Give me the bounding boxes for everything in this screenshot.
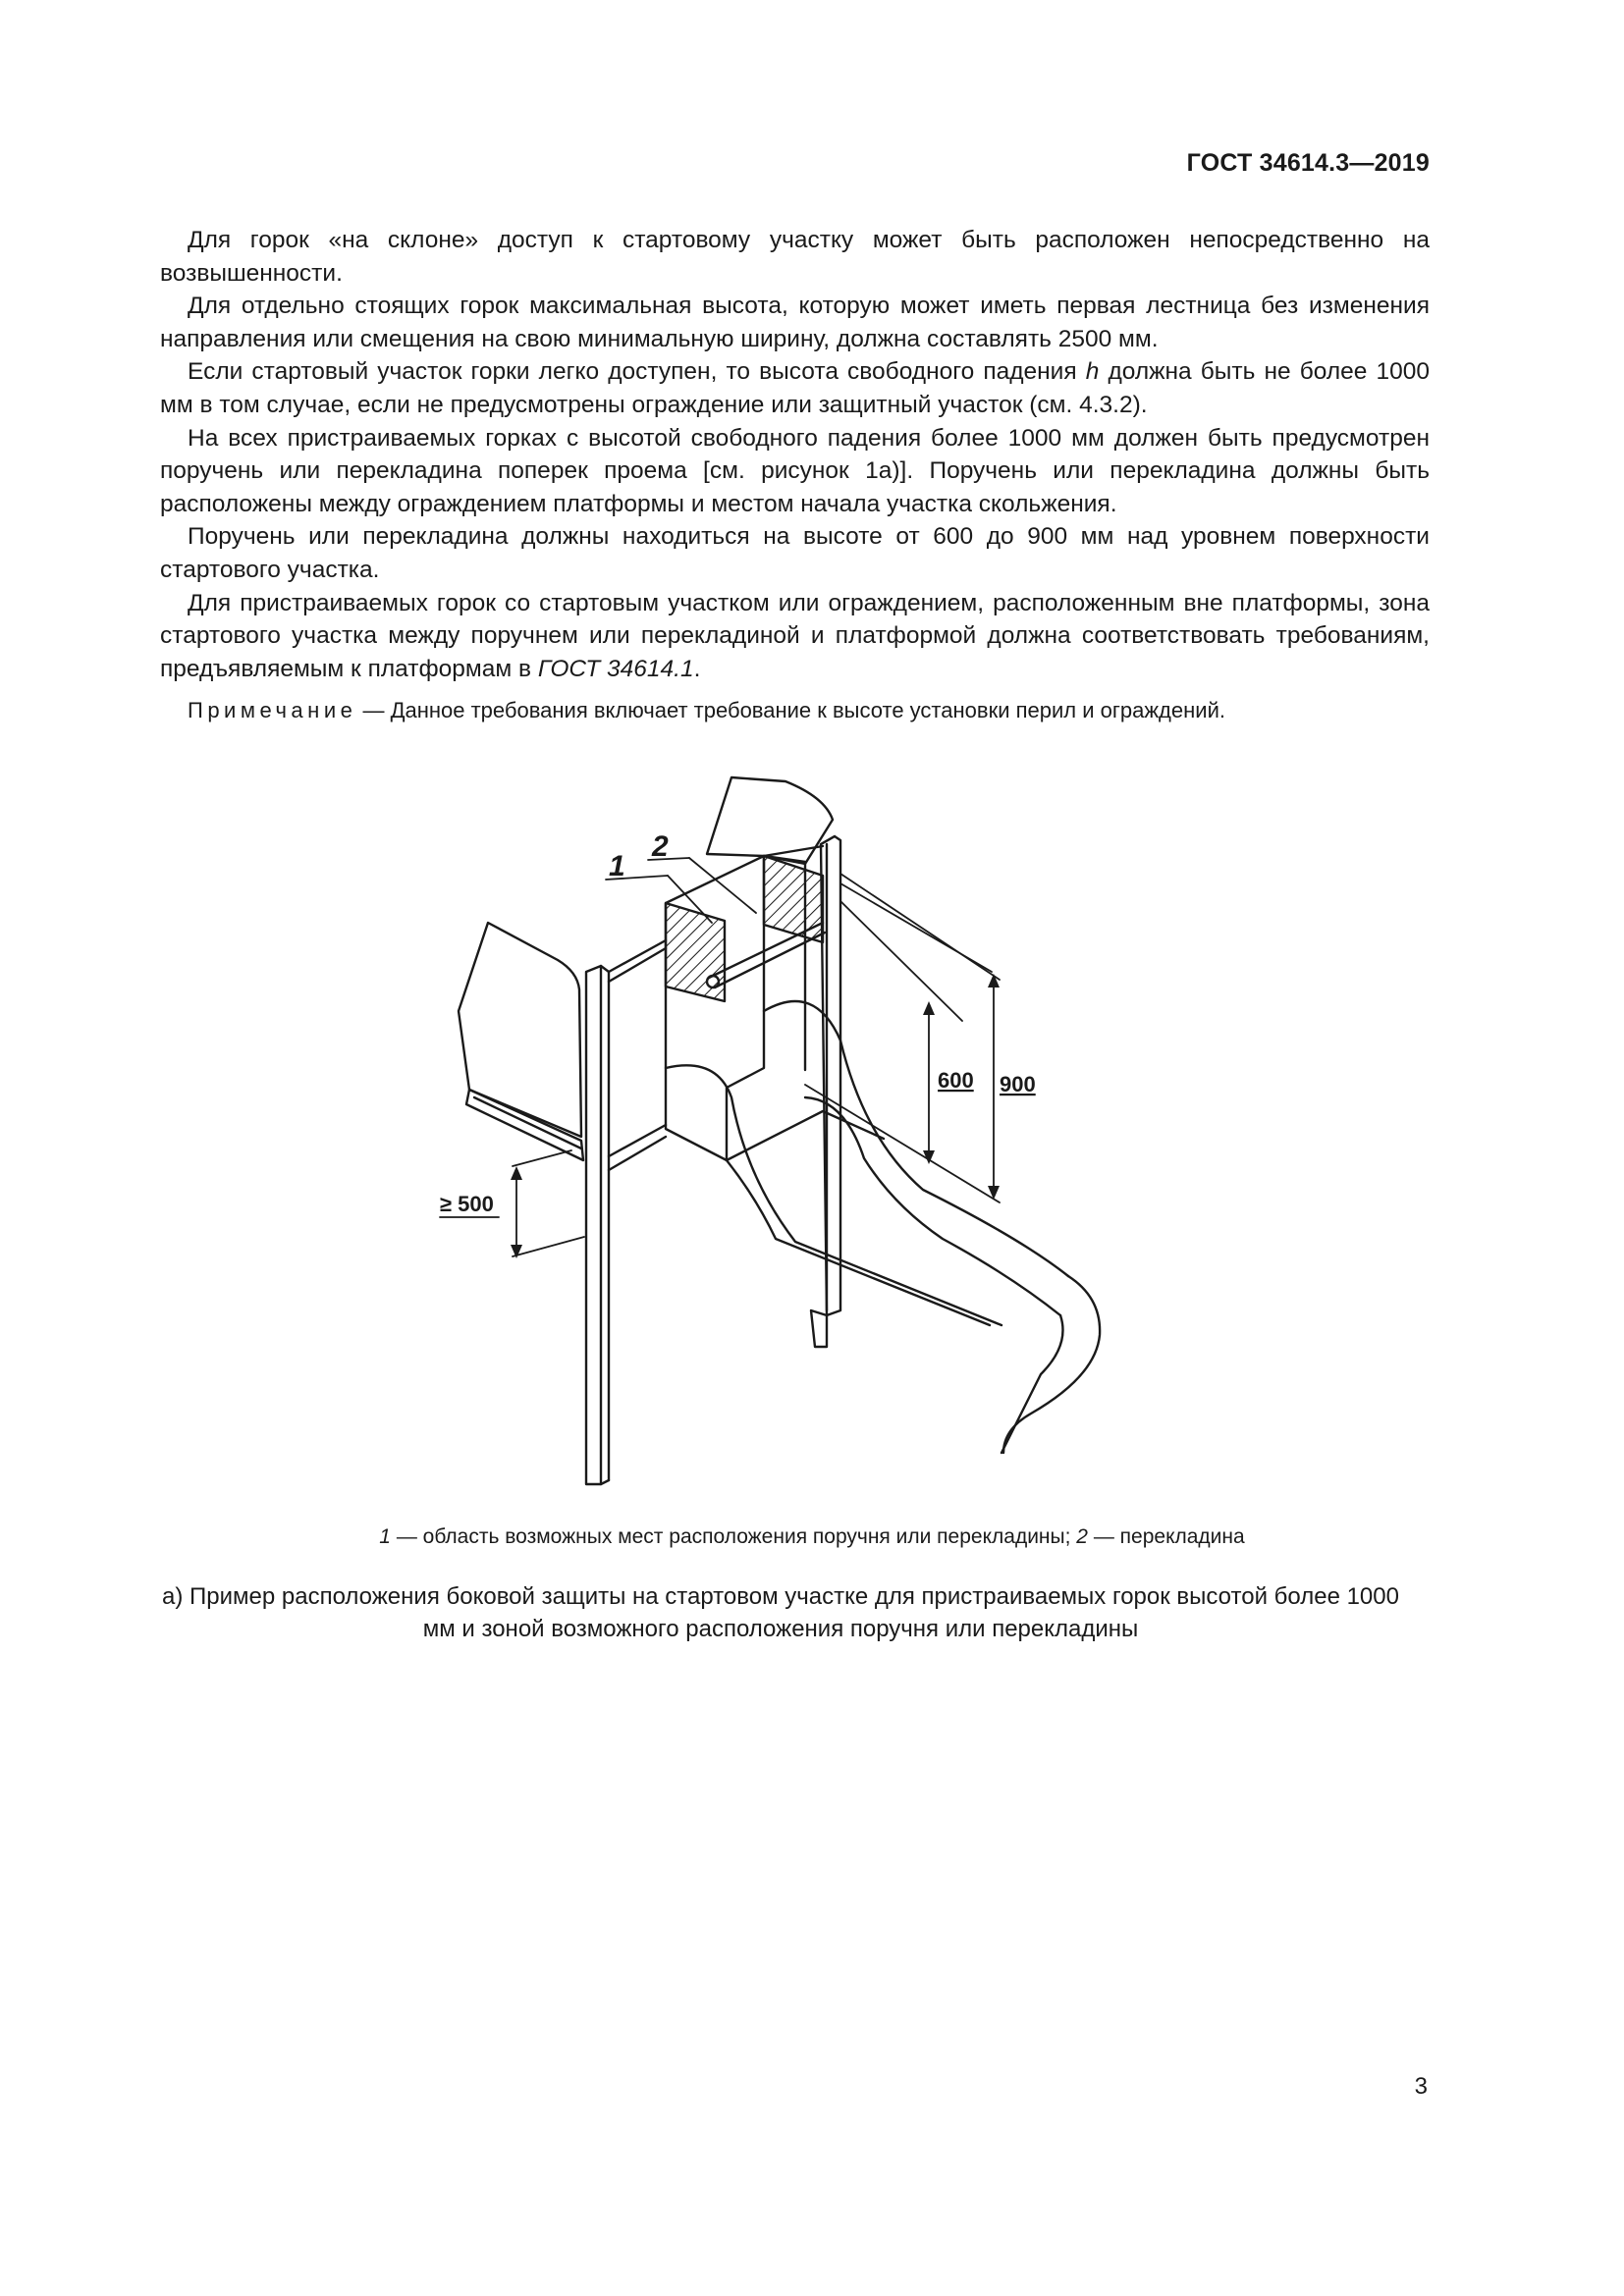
variable-h: h bbox=[1085, 358, 1100, 386]
paragraph-3-start: Если стартовый участок горки легко доступен, то высота свободного падения bbox=[188, 358, 1086, 386]
note-label: Примечание bbox=[188, 698, 357, 723]
paragraph-4: На всех пристраиваемых горках с высотой свободного падения более 1000 мм должен быть предусмотрен поручень или перекладина поперек проема [см. рисунок 1а)]. Поручень или перекладина должны быть расположены между ограждением платформы и местом начала участка скольжения. bbox=[160, 424, 1430, 517]
paragraph-2: Для отдельно стоящих горок максимальная высота, которую может иметь первая лестница без изменения направления или смещения на свою минимальную ширину, должна составлять 2500 мм. bbox=[160, 293, 1430, 352]
callout-1: 1 bbox=[609, 850, 625, 882]
standard-code: ГОСТ 34614.3—2019 bbox=[1186, 149, 1430, 177]
left-rails bbox=[609, 940, 666, 1170]
figure-caption: а) Пример расположения боковой защиты на стартовом участке для пристраиваемых горок высотой более 1000 мм и зоной возможного расположения поручня или перекладины bbox=[162, 1583, 1399, 1642]
body-text bbox=[160, 224, 1430, 726]
note bbox=[160, 695, 1430, 726]
legend-number-2: 2 bbox=[1076, 1525, 1088, 1548]
standard-reference: ГОСТ 34614.1 bbox=[537, 655, 694, 682]
arrow-500-top bbox=[511, 1166, 522, 1180]
left-post bbox=[586, 966, 609, 1484]
paragraph-6 bbox=[160, 587, 1430, 686]
arrow-900-bottom bbox=[988, 1186, 1000, 1200]
arrow-900-top bbox=[988, 974, 1000, 988]
paragraph-1: Для горок «на склоне» доступ к стартовому участку может быть расположен непосредственно на возвышенности. bbox=[160, 227, 1430, 287]
dimension-500: ≥ 500 bbox=[440, 1192, 494, 1216]
dimension-900: 900 bbox=[1000, 1072, 1036, 1096]
figure-legend bbox=[0, 1525, 1624, 1549]
legend-text-2: — перекладина bbox=[1087, 1525, 1245, 1548]
slide-figure bbox=[0, 756, 1624, 1522]
slide-chute bbox=[666, 1001, 1100, 1453]
paragraph-3-end: должна быть не более 1000 мм в том случае, если не предусмотрены ограждение или защитный участок (см. 4.3.2). bbox=[160, 358, 1430, 418]
arrow-600-top bbox=[923, 1001, 935, 1015]
hatched-zone-right bbox=[764, 856, 823, 942]
note-text: — Данное требования включает требование к высоте установки перил и ограждений. bbox=[356, 698, 1225, 723]
page-number: 3 bbox=[1414, 2073, 1428, 2100]
legend-number-1: 1 bbox=[379, 1525, 391, 1548]
callout-2: 2 bbox=[652, 830, 669, 863]
paragraph-5: Поручень или перекладина должны находиться на высоте от 600 до 900 мм над уровнем поверхности стартового участка. bbox=[160, 523, 1430, 583]
left-side-panel bbox=[459, 923, 583, 1160]
paragraph-6-start: Для пристраиваемых горок со стартовым участком или ограждением, расположенным вне платформы, зона стартового участка между поручнем или перекладиной и платформой должна соответствовать требованиям, предъявляемым к платформам в bbox=[160, 589, 1430, 682]
paragraph-3 bbox=[160, 355, 1430, 421]
paragraph-6-end: . bbox=[693, 655, 701, 682]
dimension-600: 600 bbox=[938, 1068, 974, 1093]
legend-text-1: — область возможных мест расположения поручня или перекладины; bbox=[390, 1525, 1077, 1548]
